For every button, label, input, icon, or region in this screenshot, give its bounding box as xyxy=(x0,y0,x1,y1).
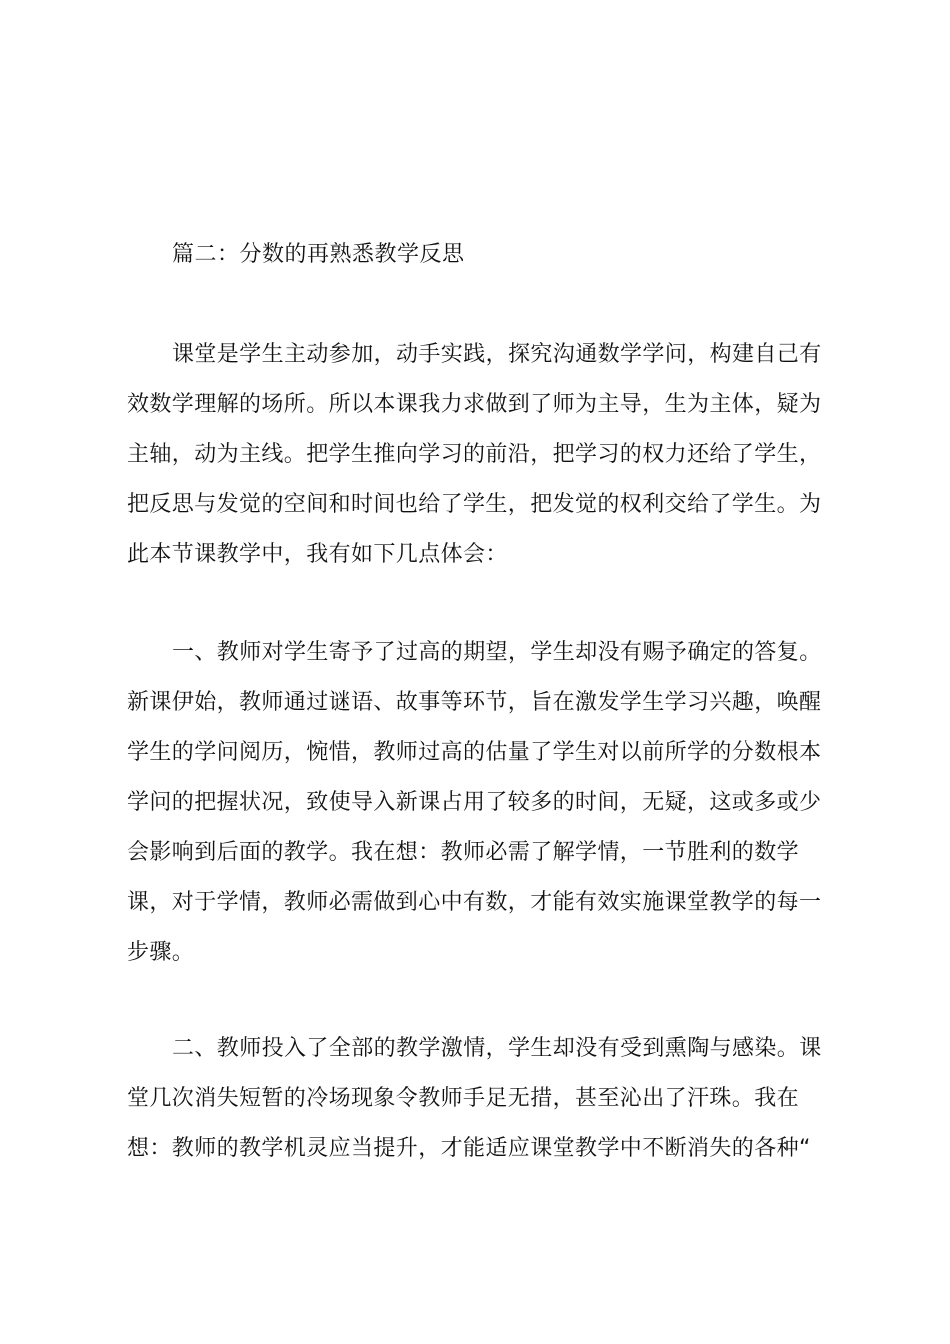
paragraph-line: 步骤。 xyxy=(127,940,195,965)
paragraph-line: 会影响到后面的教学。我在想：教师必需了解学情，一节胜利的数学 xyxy=(127,840,800,865)
paragraph-line: 课堂是学生主动参加，动手实践，探究沟通数学学问，构建自己有 xyxy=(172,342,822,367)
paragraph-line: 把反思与发觉的空间和时间也给了学生，把发觉的权利交给了学生。为 xyxy=(127,492,822,517)
paragraph-line: 想：教师的教学机灵应当提升，才能适应课堂教学中不断消失的各种“ xyxy=(127,1136,811,1161)
paragraph-line: 学生的学问阅历，惋惜，教师过高的估量了学生对以前所学的分数根本 xyxy=(127,740,822,765)
paragraph-point-two xyxy=(127,1032,837,1182)
paragraph-line: 二、教师投入了全部的教学激情，学生却没有受到熏陶与感染。课 xyxy=(172,1036,822,1061)
paragraph-line: 新课伊始，教师通过谜语、故事等环节，旨在激发学生学习兴趣，唤醒 xyxy=(127,690,822,715)
paragraph-line: 效数学理解的场所。所以本课我力求做到了师为主导，生为主体，疑为 xyxy=(127,392,822,417)
paragraph-line: 主轴，动为主线。把学生推向学习的前沿，把学习的权力还给了学生， xyxy=(127,442,822,467)
section-title: 篇二：分数的再熟悉教学反思 xyxy=(172,242,465,267)
paragraph-line: 课，对于学情，教师必需做到心中有数，才能有效实施课堂教学的每一 xyxy=(127,890,822,915)
paragraph-line: 一、教师对学生寄予了过高的期望，学生却没有赐予确定的答复。 xyxy=(172,640,822,665)
paragraph-point-one xyxy=(127,636,837,986)
paragraph-line: 堂几次消失短暂的冷场现象令教师手足无措，甚至沁出了汗珠。我在 xyxy=(127,1086,800,1111)
paragraph-line: 此本节课教学中，我有如下几点体会： xyxy=(127,542,508,567)
paragraph-intro xyxy=(127,338,837,588)
paragraph-line: 学问的把握状况，致使导入新课占用了较多的时间，无疑，这或多或少 xyxy=(127,790,822,815)
